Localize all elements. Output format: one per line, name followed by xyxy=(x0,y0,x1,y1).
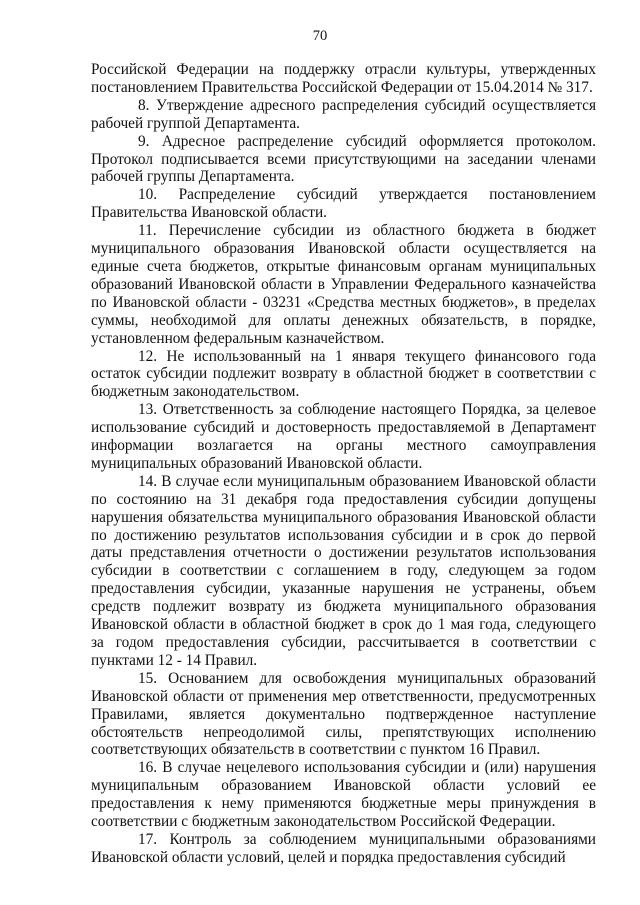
paragraph-12: 12. Не использованный на 1 января текущего финансового года остаток субсидии подлежит возврату в областной бюджет в соответствии с бюджетным законодательством. xyxy=(91,347,596,401)
paragraph-13: 13. Ответственность за соблюдение настоящего Порядка, за целевое использование субсидий и достоверность предоставляемой в Департамент информации возлагается на органы местного самоуправления муниципальных образований Ивановской области. xyxy=(91,401,596,472)
paragraph-17: 17. Контроль за соблюдением муниципальными образованиями Ивановской области условий, целей и порядка предоставления субсидий xyxy=(91,830,596,866)
paragraph-10: 10. Распределение субсидий утверждается постановлением Правительства Ивановской области. xyxy=(91,186,596,222)
paragraph-continuation: Российской Федерации на поддержку отрасли культуры, утвержденных постановлением Правительства Российской Федерации от 15.04.2014 № 317. xyxy=(91,61,596,96)
paragraph-11: 11. Перечисление субсидии из областного бюджета в бюджет муниципального образования Ивановской области осуществляется на единые счета бюджетов, открытые финансовым органам муниципальных образований Ивановской области в Управлении Федерального казначейства по Ивановской области - 03231 «Средства местных бюджетов», в пределах суммы, необходимой для оплаты денежных обязательств, в порядке, установленном федеральным казначейством. xyxy=(91,222,596,347)
paragraph-14: 14. В случае если муниципальным образованием Ивановской области по состоянию на 31 декабря года предоставления субсидии допущены нарушения обязательства муниципального образования Ивановской области по достижению результатов использования субсидии и в срок до первой даты представления отчетности о достижении результатов использования субсидии в соответствии с соглашением в году, следующем за годом предоставления субсидии, указанные нарушения не устранены, объем средств подлежит возврату из бюджета муниципального образования Ивановской области в областной бюджет в срок до 1 мая года, следующего за годом предоставления субсидии, рассчитывается в соответствии с пунктами 12 - 14 Правил. xyxy=(91,472,596,669)
page-number: 70 xyxy=(312,28,328,44)
paragraph-16: 16. В случае нецелевого использования субсидии и (или) нарушения муниципальным образованием Ивановской области условий ее предоставления к нему применяются бюджетные меры принуждения в соответствии с бюджетным законодательством Российской Федерации. xyxy=(91,759,596,831)
paragraph-9: 9. Адресное распределение субсидий оформляется протоколом. Протокол подписывается всеми присутствующими на заседании членами рабочей группы Департамента. xyxy=(91,132,596,186)
document-body xyxy=(91,61,596,867)
paragraph-15: 15. Основанием для освобождения муниципальных образований Ивановской области от применения мер ответственности, предусмотренных Правилами, является документально подтвержденное наступление обстоятельств непреодолимой силы, препятствующих исполнению соответствующих обязательств в соответствии с пунктом 16 Правил. xyxy=(91,669,596,759)
paragraph-8: 8. Утверждение адресного распределения субсидий осуществляется рабочей группой Департамента. xyxy=(91,96,596,132)
